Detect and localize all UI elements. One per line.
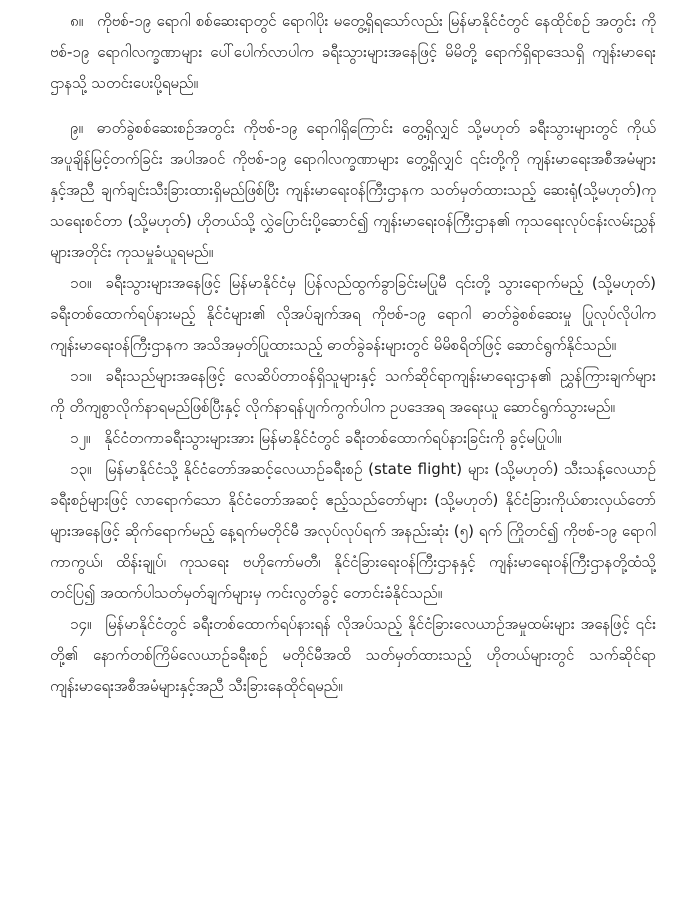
paragraph-14 [50, 609, 656, 702]
paragraph-number: ၁၀။ [70, 274, 92, 292]
paragraph-13 [50, 454, 656, 609]
paragraph-text: ခရီးသည်များအနေဖြင့် လေဆိပ်တာဝန်ရှိသူများနှင့် သက်ဆိုင်ရာကျန်းမာရေးဌာန၏ ညွှန်ကြားချက်များကို တိကျစွာလိုက်နာရမည်ဖြစ်ပြီးနှင့် လိုက်နာရန်ပျက်ကွက်ပါက ဥပဒေအရ အရေးယူ ဆောင်ရွက်သွားမည်။ [50, 367, 656, 416]
paragraph-number: ၁၁။ [70, 367, 92, 385]
paragraph-text: နိုင်ငံတကာခရီးသွားများအား မြန်မာနိုင်ငံတွင် ခရီးတစ်ထောက်ရပ်နားခြင်းကို ခွင့်မပြုပါ။ [104, 429, 562, 447]
paragraph-11 [50, 361, 656, 423]
paragraph-text: ခရီးသွားများအနေဖြင့် မြန်မာနိုင်ငံမှ ပြန်လည်ထွက်ခွာခြင်းမပြုမီ ၎င်းတို့ သွားရောက်မည့် (သို့မဟုတ်) ခရီးတစ်ထောက်ရပ်နားမည့် နိုင်ငံများ၏ လိုအပ်ချက်အရ ကိုဗစ်-၁၉ ရောဂါ ဓာတ်ခွဲစစ်ဆေးမှု ပြုလုပ်လိုပါက ကျန်းမာရေးဝန်ကြီးဌာနက အသိအမှတ်ပြုထားသည့် ဓာတ်ခွဲခန်းများတွင် မိမိစရိတ်ဖြင့် ဆောင်ရွက်နိုင်သည်။ [50, 274, 656, 354]
paragraph-8 [50, 6, 656, 99]
paragraph-9 [50, 113, 656, 268]
paragraph-text: မြန်မာနိုင်ငံတွင် ခရီးတစ်ထောက်ရပ်နားရန် လိုအပ်သည့် နိုင်ငံခြားလေယာဉ်အမှုထမ်းများ အနေဖြင့် ၎င်းတို့၏ နောက်တစ်ကြိမ်လေယာဉ်ခရီးစဉ် မတိုင်မီအထိ သတ်မှတ်ထားသည့် ဟိုတယ်များတွင် သက်ဆိုင်ရာကျန်းမာရေးအစီအမံများနှင့်အညီ သီးခြားနေထိုင်ရမည်။ [50, 615, 656, 695]
paragraph-number: ၁၃။ [70, 460, 92, 478]
paragraph-text: ကိုဗစ်-၁၉ ရောဂါ စစ်ဆေးရာတွင် ရောဂါပိုး မတွေ့ရှိရသော်လည်း မြန်မာနိုင်ငံတွင် နေထိုင်စဉ် အတွင်း ကိုဗစ်-၁၉ ရောဂါလက္ခဏာများ ပေါ်ပေါက်လာပါက ခရီးသွားများအနေဖြင့် မိမိတို့ ရောက်ရှိရာဒေသရှိ ကျန်းမာရေးဌာနသို့ သတင်းပေးပို့ရမည်။ [50, 12, 656, 92]
paragraph-number: ၁၄။ [70, 615, 92, 633]
paragraph-text: ဓာတ်ခွဲစစ်ဆေးစဉ်အတွင်း ကိုဗစ်-၁၉ ရောဂါရှိကြောင်း တွေ့ရှိလျှင် သို့မဟုတ် ခရီးသွားများတွင် ကိုယ်အပူချိန်မြင့်တက်ခြင်း အပါအဝင် ကိုဗစ်-၁၉ ရောဂါလက္ခဏာများ တွေ့ရှိလျှင် ၎င်းတို့ကို ကျန်းမာရေးအစီအမံများနှင့်အညီ ချက်ချင်းသီးခြားထားရှိမည်ဖြစ်ပြီး ကျန်းမာရေးဝန်ကြီးဌာနက သတ်မှတ်ထားသည့် ဆေးရုံ(သို့မဟုတ်)ကုသရေးစင်တာ (သို့မဟုတ်) ဟိုတယ်သို့ လွှဲပြောင်းပို့ဆောင်၍ ကျန်းမာရေးဝန်ကြီးဌာန၏ ကုသရေးလုပ်ငန်းလမ်းညွှန်များအတိုင်း ကုသမှုခံယူရမည်။ [50, 119, 656, 261]
paragraph-10 [50, 268, 656, 361]
paragraph-number: ၈။ [70, 12, 84, 30]
paragraph-number: ၉။ [70, 119, 83, 137]
paragraph-text: မြန်မာနိုင်ငံသို့ နိုင်ငံတော်အဆင့်လေယာဉ်ခရီးစဉ် (state flight) များ (သို့မဟုတ်) သီးသန့်လေယာဉ်ခရီးစဉ်များဖြင့် လာရောက်သော နိုင်ငံတော်အဆင့် ဧည့်သည်တော်များ (သို့မဟုတ်) နိုင်ငံခြားကိုယ်စားလှယ်တော်များအနေဖြင့် ဆိုက်ရောက်မည့် နေ့ရက်မတိုင်မီ အလုပ်လုပ်ရက် အနည်းဆုံး (၅) ရက် ကြိုတင်၍ ကိုဗစ်-၁၉ ရောဂါ ကာကွယ်၊ ထိန်းချုပ်၊ ကုသရေး ဗဟိုကော်မတီ၊ နိုင်ငံခြားရေးဝန်ကြီးဌာနနှင့် ကျန်းမာရေးဝန်ကြီးဌာနတို့ထံသို့ တင်ပြ၍ အထက်ပါသတ်မှတ်ချက်များမှ ကင်းလွတ်ခွင့် တောင်းခံနိုင်သည်။ [50, 460, 656, 602]
paragraph-12 [50, 423, 656, 454]
paragraph-number: ၁၂။ [70, 429, 91, 447]
